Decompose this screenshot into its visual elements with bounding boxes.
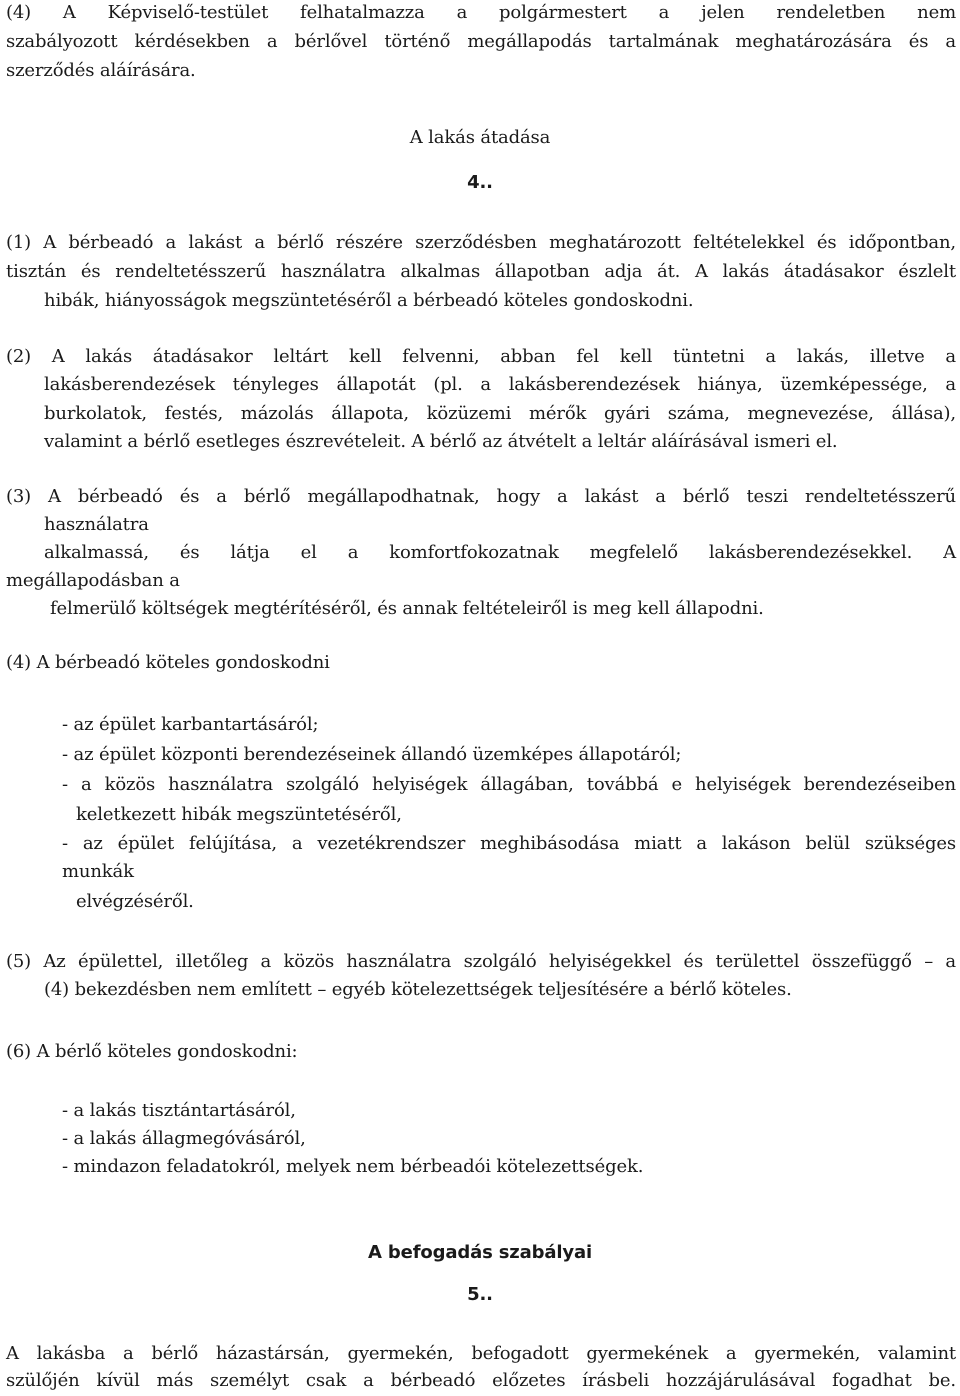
paragraph-6-list-item-2: - a lakás állagmegóvásáról, xyxy=(62,1128,306,1149)
paragraph-5-line-2: (4) bekezdésben nem említett – egyéb kötelezettségek teljesítésére a bérlő köteles. xyxy=(44,979,792,1000)
paragraph-1-line-3: hibák, hiányosságok megszüntetéséről a bérbeadó köteles gondoskodni. xyxy=(44,290,694,311)
paragraph-1-line-2: tisztán és rendeltetésszerű használatra alkalmas állapotban adja át. A lakás átadásakor észlelt xyxy=(6,261,956,282)
paragraph-6-lead: (6) A bérlő köteles gondoskodni: xyxy=(6,1041,298,1062)
paragraph-2-line-3: burkolatok, festés, mázolás állapota, közüzemi mérők gyári száma, megnevezése, állása), xyxy=(44,403,956,424)
paragraph-6-list-item-3: - mindazon feladatokról, melyek nem bérbeadói kötelezettségek. xyxy=(62,1156,644,1177)
section-heading-lakas-atadasa: A lakás átadása xyxy=(409,127,551,148)
paragraph-2-line-1: (2) A lakás átadásakor leltárt kell felvenni, abban fel kell tüntetni a lakás, illetve a xyxy=(6,346,956,367)
paragraph-4-list-item-4-cont-1: munkák xyxy=(62,861,134,882)
paragraph-4-list-item-3-cont: keletkezett hibák megszüntetéséről, xyxy=(76,804,402,825)
paragraph-3-line-1: (3) A bérbeadó és a bérlő megállapodhatnak, hogy a lakást a bérlő teszi rendeltetésszerű xyxy=(6,486,956,507)
section-heading-befogadas: A befogadás szabályai xyxy=(368,1242,592,1263)
paragraph-4-list-item-4-cont-2: elvégzéséről. xyxy=(76,891,194,912)
paragraph-5-line-1: (5) Az épülettel, illetőleg a közös használatra szolgáló helyiségekkel és területtel összefüggő – a xyxy=(6,951,956,972)
paragraph-6-list-item-1: - a lakás tisztántartásáról, xyxy=(62,1100,296,1121)
section-number-4: 4.. xyxy=(467,172,493,193)
paragraph-4-list-item-3: - a közös használatra szolgáló helyiségek állagában, továbbá e helyiségek berendezéseiben xyxy=(62,774,956,795)
paragraph-4-intro-line-3: szerződés aláírására. xyxy=(6,60,196,81)
paragraph-2-line-2: lakásberendezések tényleges állapotát (pl. a lakásberendezések hiánya, üzemképessége, a xyxy=(44,374,956,395)
paragraph-3-line-4: megállapodásban a xyxy=(6,570,180,591)
final-paragraph-line-1: A lakásba a bérlő házastársán, gyermekén, befogadott gyermekének a gyermekén, valamint xyxy=(6,1343,956,1364)
paragraph-3-line-3: alkalmassá, és látja el a komfortfokozatnak megfelelő lakásberendezésekkel. A xyxy=(44,542,956,563)
paragraph-1-line-1: (1) A bérbeadó a lakást a bérlő részére szerződésben meghatározott feltételekkel és időpontban, xyxy=(6,232,956,253)
section-number-5: 5.. xyxy=(467,1284,493,1305)
paragraph-4-intro-line-1: (4) A Képviselő-testület felhatalmazza a polgármestert a jelen rendeletben nem xyxy=(6,2,956,23)
paragraph-4-lead: (4) A bérbeadó köteles gondoskodni xyxy=(6,652,330,673)
paragraph-4-list-item-1: - az épület karbantartásáról; xyxy=(62,714,319,735)
paragraph-4-list-item-2: - az épület központi berendezéseinek állandó üzemképes állapotáról; xyxy=(62,744,682,765)
paragraph-3-line-2: használatra xyxy=(44,514,149,535)
paragraph-2-line-4: valamint a bérlő esetleges észrevételeit. A bérlő az átvételt a leltár aláírásával ismeri el. xyxy=(44,431,838,452)
final-paragraph-line-2: szülőjén kívül más személyt csak a bérbeadó előzetes írásbeli hozzájárulásával fogadhat be. xyxy=(6,1370,956,1391)
paragraph-3-line-5: felmerülő költségek megtérítéséről, és annak feltételeiről is meg kell állapodni. xyxy=(50,598,764,619)
paragraph-4-list-item-4: - az épület felújítása, a vezetékrendszer meghibásodása miatt a lakáson belül szükséges xyxy=(62,833,956,854)
paragraph-4-intro-line-2: szabályozott kérdésekben a bérlővel történő megállapodás tartalmának meghatározására és a xyxy=(6,31,956,52)
